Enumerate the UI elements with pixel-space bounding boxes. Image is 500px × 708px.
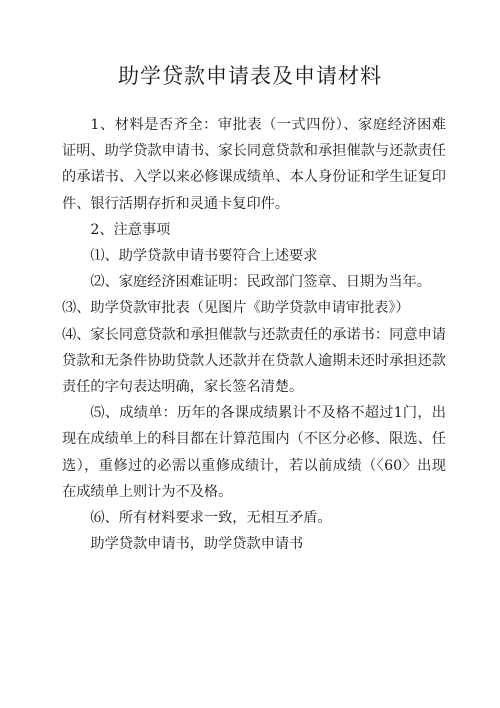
paragraph-footer: 助学贷款申请书，助学贷款申请书 [90, 536, 304, 553]
paragraph-note-6: ⑹、所有材料要求一致，无相互矛盾。 [90, 510, 332, 527]
document-body [62, 112, 446, 557]
paragraph-note-4: ⑷、家长同意贷款和承担催款与还款责任的承诺书：同意申请贷款和无条件协助贷款人还款并在贷款人逾期未还时承担还款责任的字句表达明确，家长签名清楚。 [62, 326, 446, 396]
document-title: 助学贷款申请表及申请材料 [118, 64, 382, 88]
paragraph-notes-heading: 2、注意事项 [90, 221, 171, 238]
paragraph-note-2: ⑵、家庭经济困难证明：民政部门签章、日期为当年。 [90, 274, 431, 291]
paragraph-note-1: ⑴、助学贷款申请书要符合上述要求 [90, 248, 318, 265]
paragraph-note-5: ⑸、成绩单：历年的各课成绩累计不及格不超过1门，出现在成绩单上的科目都在计算范围内（不区分必修、限选、任选），重修过的必需以重修成绩计，若以前成绩（〈60〉出现在成绩单上则计为不及格。 [62, 405, 446, 500]
paragraph-note-3: ⑶、助学贷款审批表（见图片《助学贷款申请审批表》） [62, 300, 410, 317]
paragraph-materials: 1、材料是否齐全：审批表（一式四份）、家庭经济困难证明、助学贷款申请书、家长同意贷款和承担催款与还款责任的承诺书、入学以来必修课成绩单、本人身份证和学生证复印件、银行活期存折和灵通卡复印件。 [62, 117, 446, 212]
